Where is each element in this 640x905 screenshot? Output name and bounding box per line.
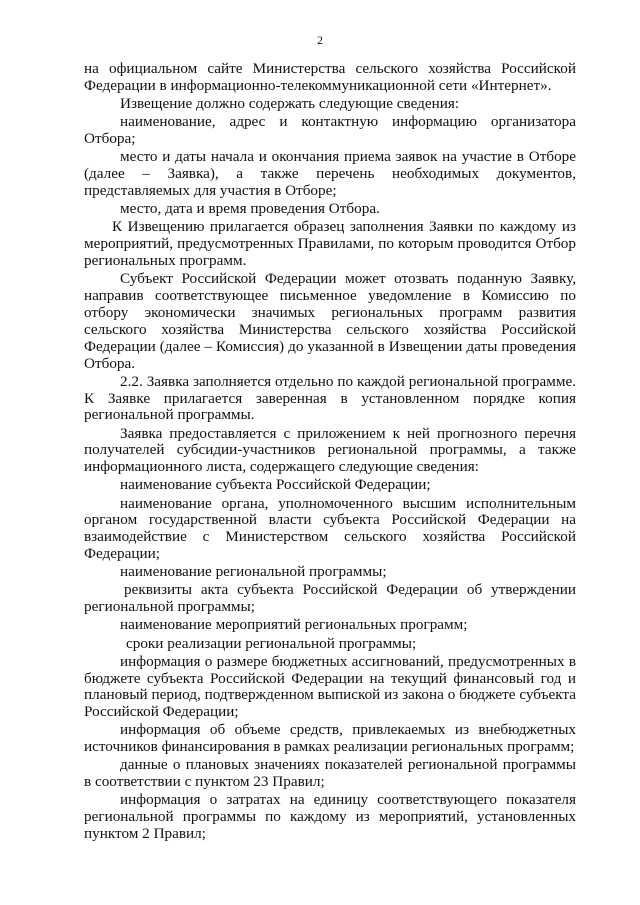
paragraph-section-2-2: 2.2. Заявка заполняется отдельно по каждой региональной программе. К Заявке прилагается заверенная в установленном порядке копия региональной программы. [84,372,576,424]
document-body [84,61,576,844]
paragraph-extrabudgetary-funds: информация об объеме средств, привлекаемых из внебюджетных источников финансирования в рамках реализации региональных программ; [84,721,576,756]
paragraph-notice-contents: Извещение должно содержать следующие сведения: [120,95,460,112]
page-number: 2 [317,33,323,47]
paragraph-application-withdrawal: Субъект Российской Федерации может отозвать поданную Заявку, направив соответствующее письменное уведомление в Комиссию по отбору экономически значимых региональных программ развития сельского хозяйства Министерства сельского хозяйства Российской Федерации (далее – Комиссия) до указанной в Извещении даты проведения Отбора. [84,270,576,372]
paragraph-budget-allocations: информация о размере бюджетных ассигнований, предусмотренных в бюджете субъекта Российской Федерации на текущий финансовый год и плановый период, подтвержденном выпиской из закона о бюджете субъекта Российской Федерации; [84,652,576,721]
paragraph-act-details: реквизиты акта субъекта Российской Федерации об утверждении региональной программы; [84,581,576,616]
paragraph-publication-site: на официальном сайте Министерства сельского хозяйства Российской Федерации в информационно-телекоммуникационной сети «Интернет». [84,60,576,94]
paragraph-organizer-info: наименование, адрес и контактную информацию организатора Отбора; [84,113,576,147]
paragraph-selection-place: место, дата и время проведения Отбора. [120,200,380,217]
paragraph-unit-costs: информация о затратах на единицу соответствующего показателя региональной программы по каждому из мероприятий, установленных пунктом 2 Правил; [84,791,576,843]
paragraph-planned-indicators: данные о плановых значениях показателей региональной программы в соответствии с пунктом 23 Правил; [84,756,576,791]
paragraph-program-terms: сроки реализации региональной программы; [126,634,417,652]
paragraph-application-attachments: Заявка предоставляется с приложением к ней прогнозного перечня получателей субсидии-участников региональной программы, а также информационного листа, содержащего следующие сведения: [84,424,576,476]
paragraph-subject-name: наименование субъекта Российской Федерации; [120,476,431,494]
paragraph-authorized-body: наименование органа, уполномоченного высшим исполнительным органом государственной власти субъекта Российской Федерации на взаимодействие с Министерством сельского хозяйства Российской Федерации; [84,494,576,563]
paragraph-program-name: наименование региональной программы; [120,563,387,581]
paragraph-application-dates: место и даты начала и окончания приема заявок на участие в Отборе (далее – Заявка), а также перечень необходимых документов, представляемых для участия в Отборе; [84,148,576,199]
paragraph-application-sample: К Извещению прилагается образец заполнения Заявки по каждому из мероприятий, предусмотренных Правилами, по которым проводится Отбор региональных программ. [84,218,576,269]
paragraph-program-activities: наименование мероприятий региональных программ; [120,616,468,634]
